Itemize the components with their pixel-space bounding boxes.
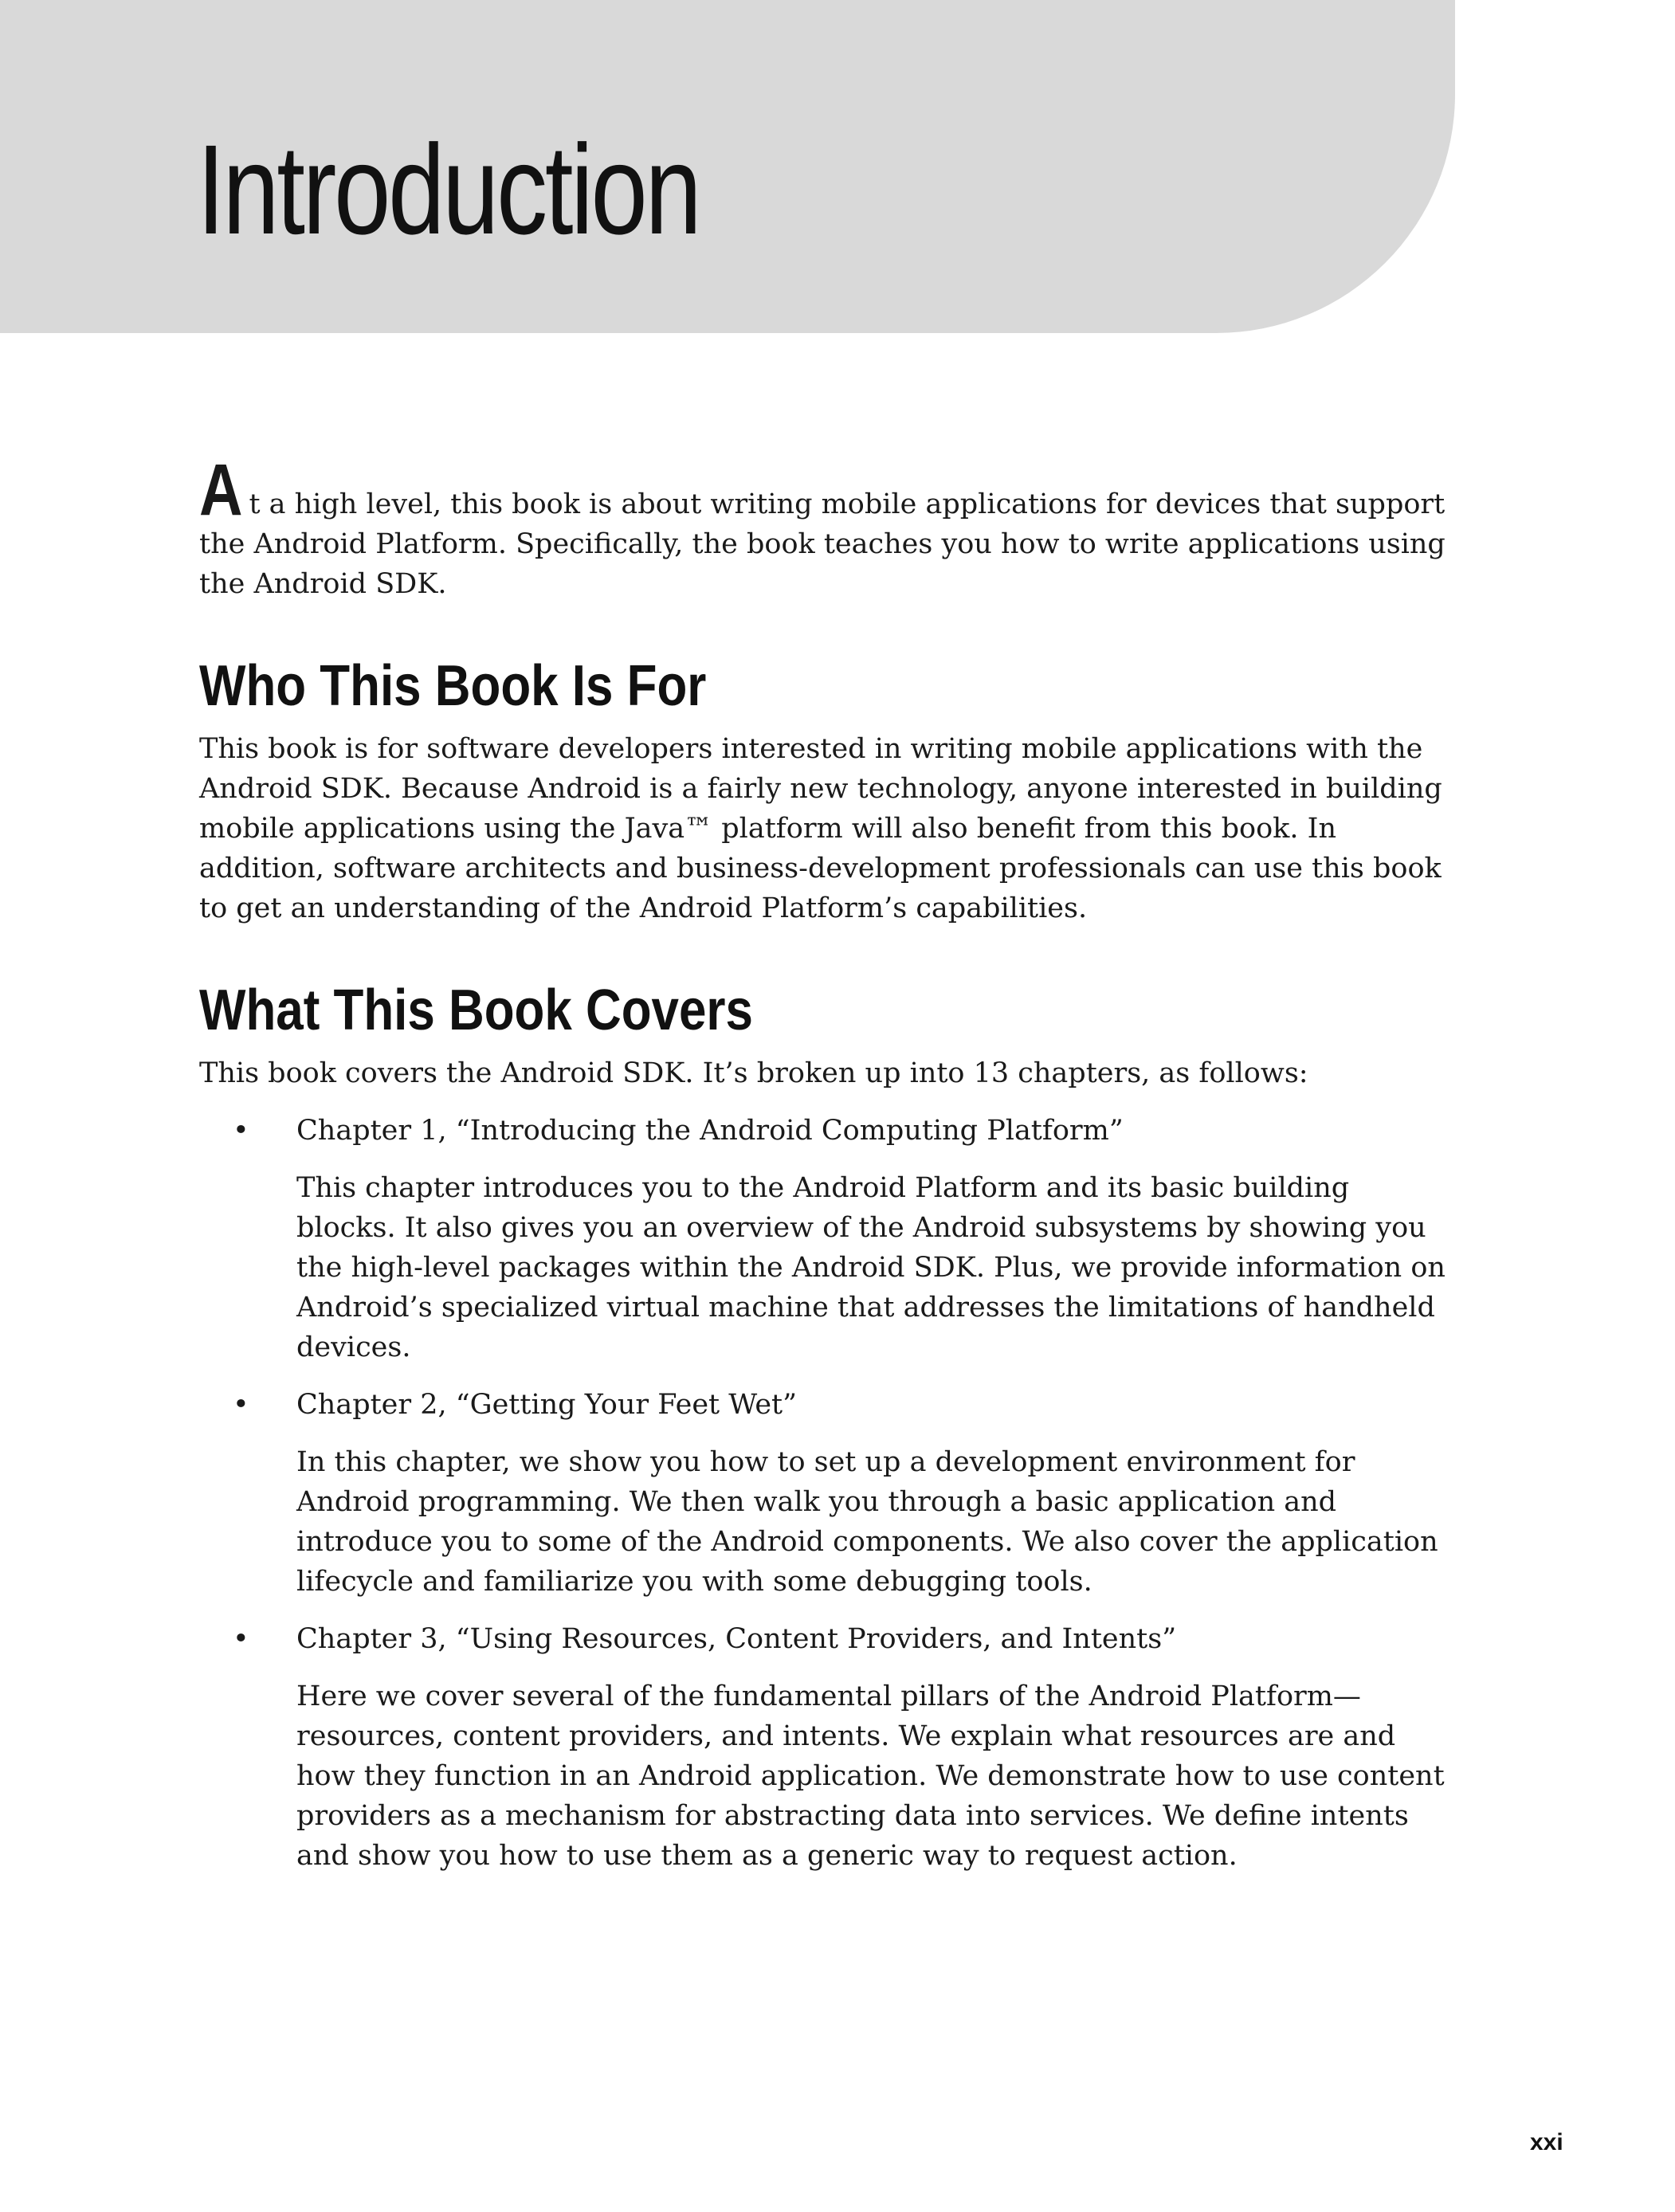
section-paragraph-what: This book covers the Android SDK. It’s broken up into 13 chapters, as follows:	[199, 1057, 1308, 1090]
chapter-list	[199, 1111, 1452, 1876]
section-paragraph-who: This book is for software developers interested in writing mobile applications with the Android SDK. Because Android is a fairly new technology, anyone interested in building mobile applications using the Java™ platform will also benefit from this book. In addition, software architects and business-development professionals can use this book to get an understanding of the Android Platform’s capabilities.	[199, 733, 1442, 925]
chapter-header-band	[0, 0, 1455, 333]
chapter-title-2: Chapter 2, “Getting Your Feet Wet”	[296, 1389, 798, 1422]
section-heading-what: What This Book Covers	[199, 979, 753, 1043]
bullet-icon: •	[233, 1623, 249, 1656]
chapter-title-3: Chapter 3, “Using Resources, Content Providers, and Intents”	[296, 1623, 1177, 1656]
intro-paragraph	[199, 449, 1452, 604]
chapter-description-1: This chapter introduces you to the Android Platform and its basic building blocks. It also gives you an overview of the Android subsystems by showing you the high-level packages within the Android SDK. Plus, we provide information on Android’s specialized virtual machine that addresses the limitations of handheld devices.	[296, 1172, 1446, 1364]
chapter-description-2: In this chapter, we show you how to set up a development environment for Android programming. We then walk you through a basic application and introduce you to some of the Android components. We also cover the application lifecycle and familiarize you with some debugging tools.	[296, 1446, 1438, 1598]
section-heading-who: Who This Book Is For	[199, 654, 707, 718]
bullet-icon: •	[233, 1115, 249, 1147]
chapter-title-1: Chapter 1, “Introducing the Android Computing Platform”	[296, 1115, 1124, 1147]
chapter-item-2	[199, 1385, 1452, 1602]
chapter-description-3: Here we cover several of the fundamental pillars of the Android Platform—resources, content providers, and intents. We explain what resources are and how they function in an Android application. We demonstrate how to use content providers as a mechanism for abstracting data into services. We define intents and show you how to use them as a generic way to request action.	[296, 1681, 1445, 1873]
intro-text: t a high level, this book is about writing mobile applications for devices that support the Android Platform. Specifically, the book teaches you how to write applications using the Android SDK.	[199, 488, 1446, 600]
page-body	[199, 449, 1452, 1893]
chapter-title: Introduction	[197, 118, 700, 261]
chapter-item-3	[199, 1619, 1452, 1876]
bullet-icon: •	[233, 1389, 249, 1422]
chapter-item-1	[199, 1111, 1452, 1367]
drop-cap: A	[199, 449, 243, 531]
page-number: xxi	[1530, 2129, 1563, 2155]
